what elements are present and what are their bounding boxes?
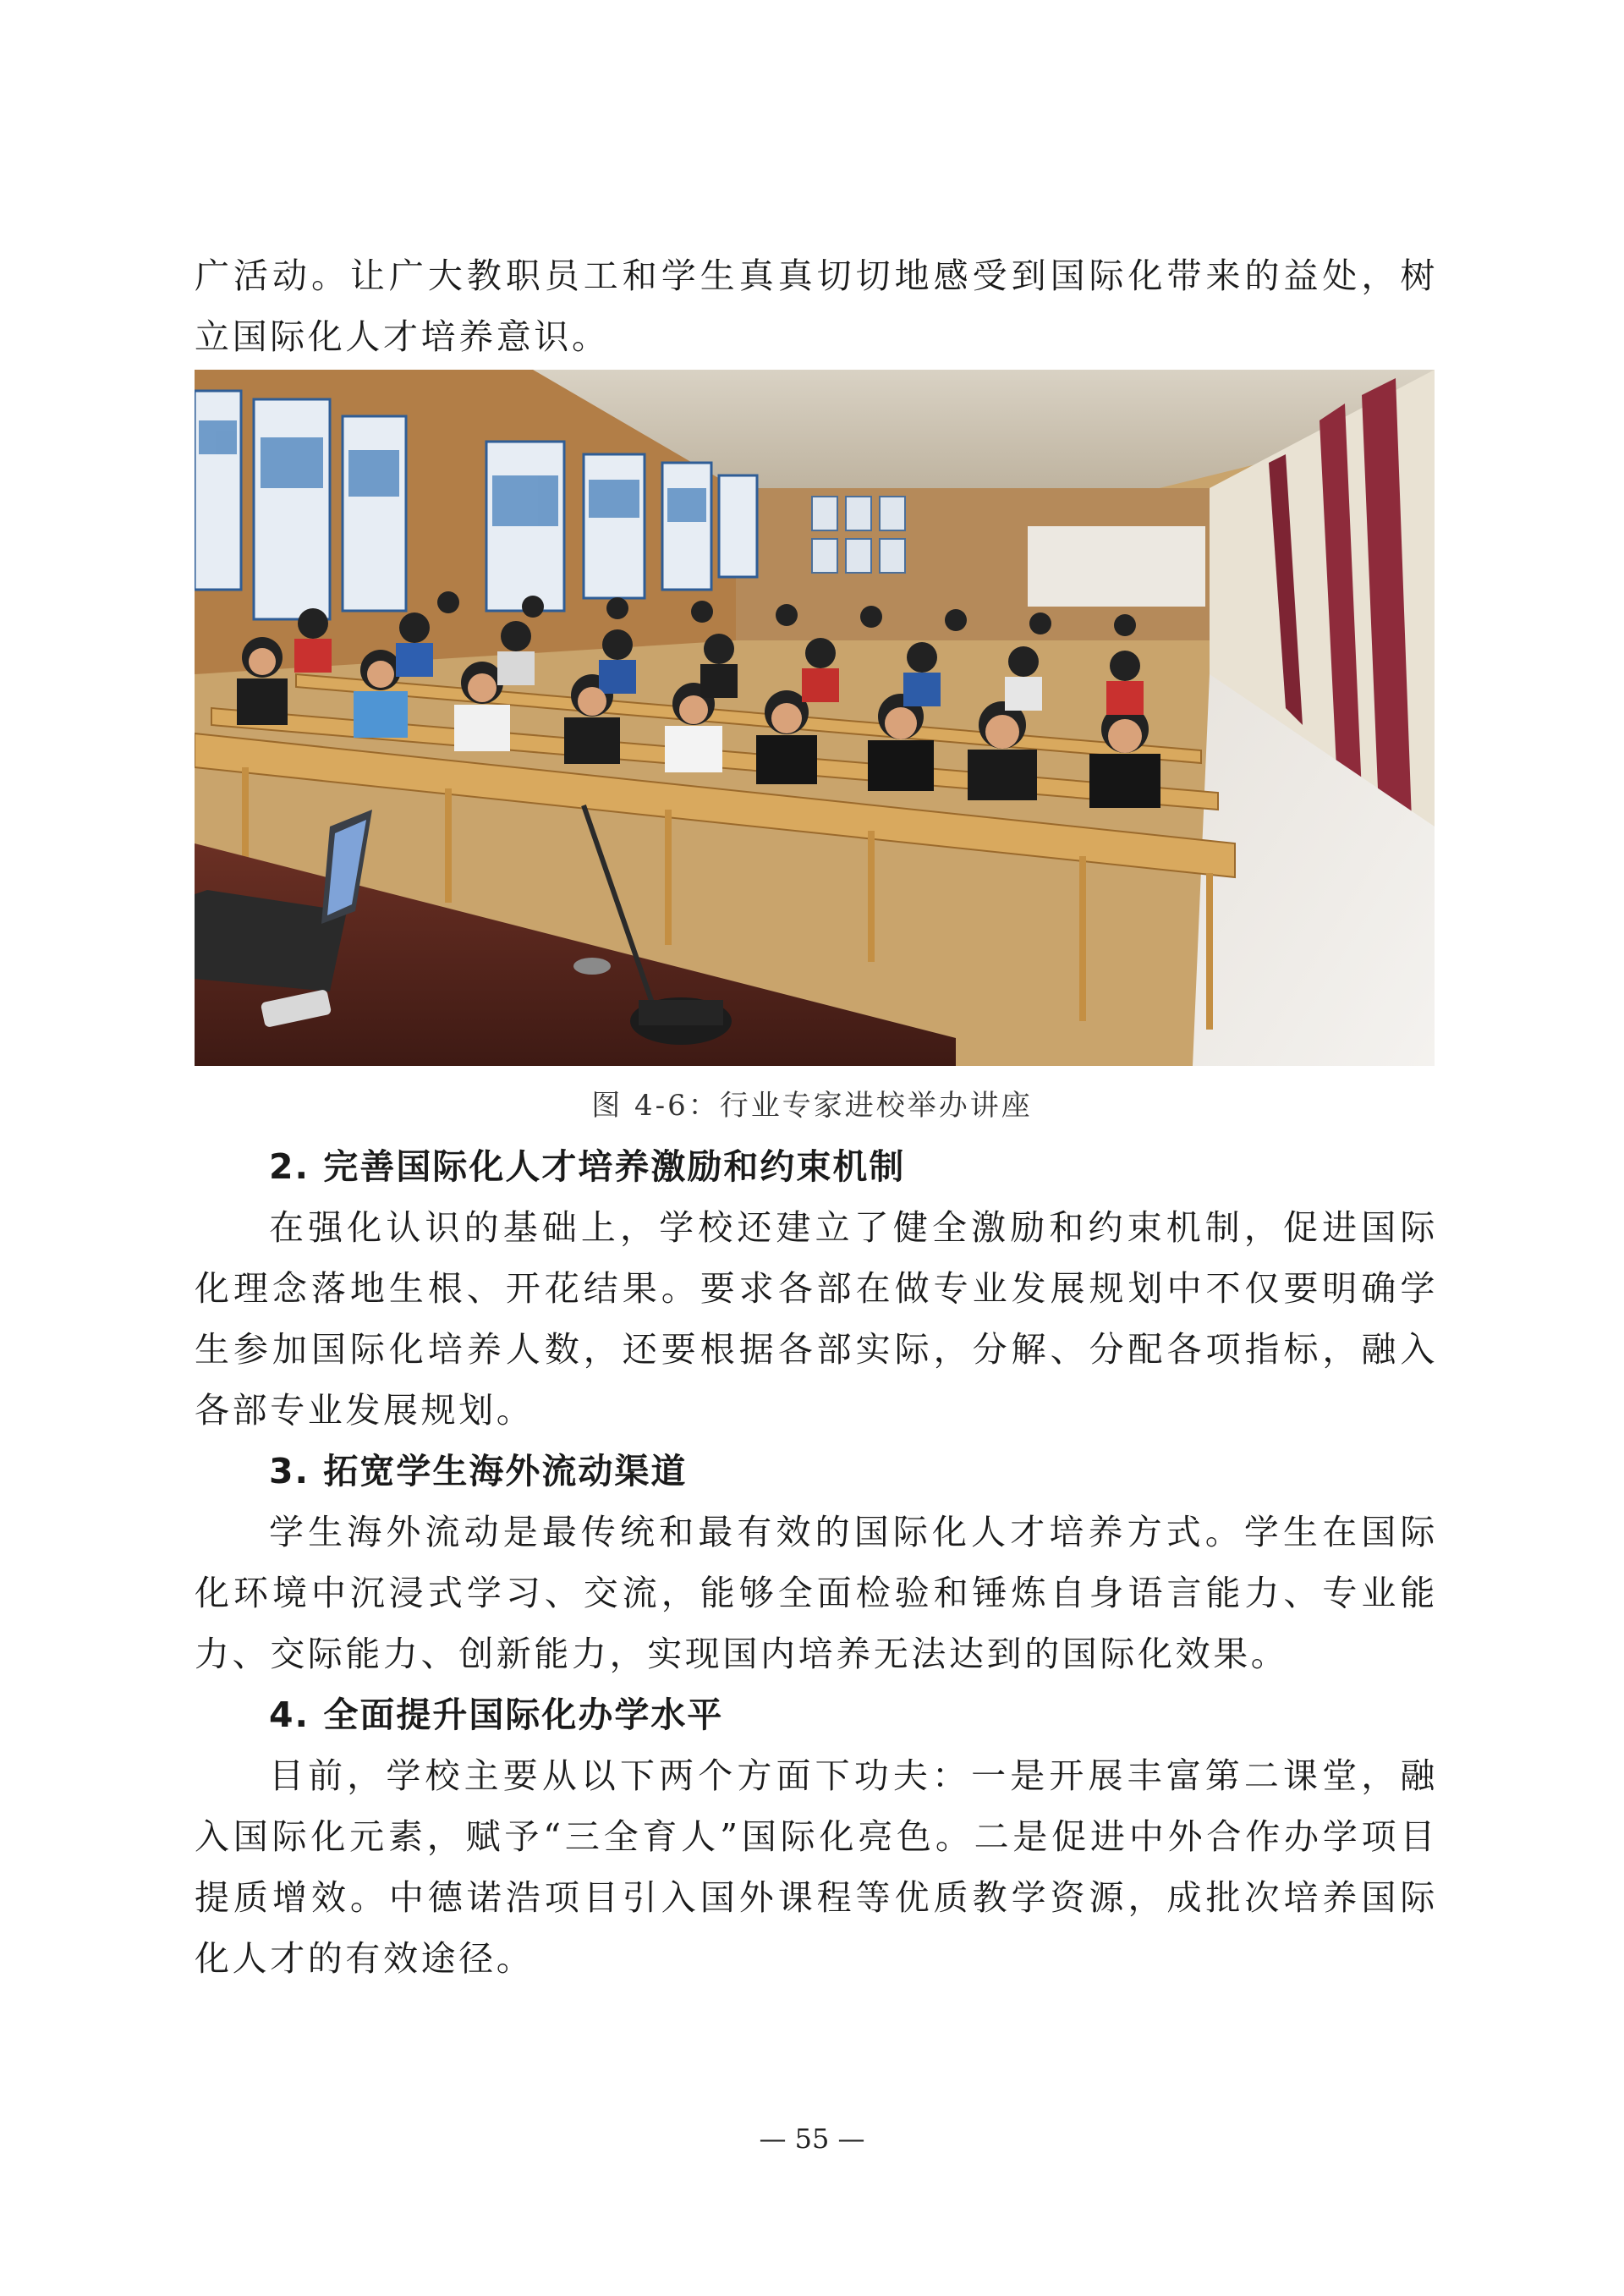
section-body-4: 目前，学校主要从以下两个方面下功夫：一是开展丰富第二课堂，融入国际化元素，赋予“三全育人”国际化亮色。二是促进中外合作办学项目提质增效。中德诺浩项目引入国外课程等优质教学资源，成批次培养国际化人才的有效途径。 [195,1755,1438,1979]
section-heading-4: 4. 全面提升国际化办学水平 [269,1695,724,1735]
page-number: — 55 — [759,2123,865,2155]
lecture-hall-photo [195,370,1435,1066]
section-heading-3: 3. 拓宽学生海外流动渠道 [269,1451,688,1491]
section-body-3: 学生海外流动是最传统和最有效的国际化人才培养方式。学生在国际化环境中沉浸式学习、交流，能够全面检验和锤炼自身语言能力、专业能力、交际能力、创新能力，实现国内培养无法达到的国际化效果。 [195,1512,1438,1674]
section-body-2: 在强化认识的基础上，学校还建立了健全激励和约束机制，促进国际化理念落地生根、开花结果。要求各部在做专业发展规划中不仅要明确学生参加国际化培养人数，还要根据各部实际，分解、分配各项指标，融入各部专业发展规划。 [195,1207,1438,1431]
section-heading-2: 2. 完善国际化人才培养激励和约束机制 [269,1146,906,1187]
figure-caption: 图 4-6：行业专家进校举办讲座 [591,1089,1033,1123]
intro-paragraph: 广活动。让广大教职员工和学生真真切切地感受到国际化带来的益处，树立国际化人才培养意识。 [195,255,1438,357]
